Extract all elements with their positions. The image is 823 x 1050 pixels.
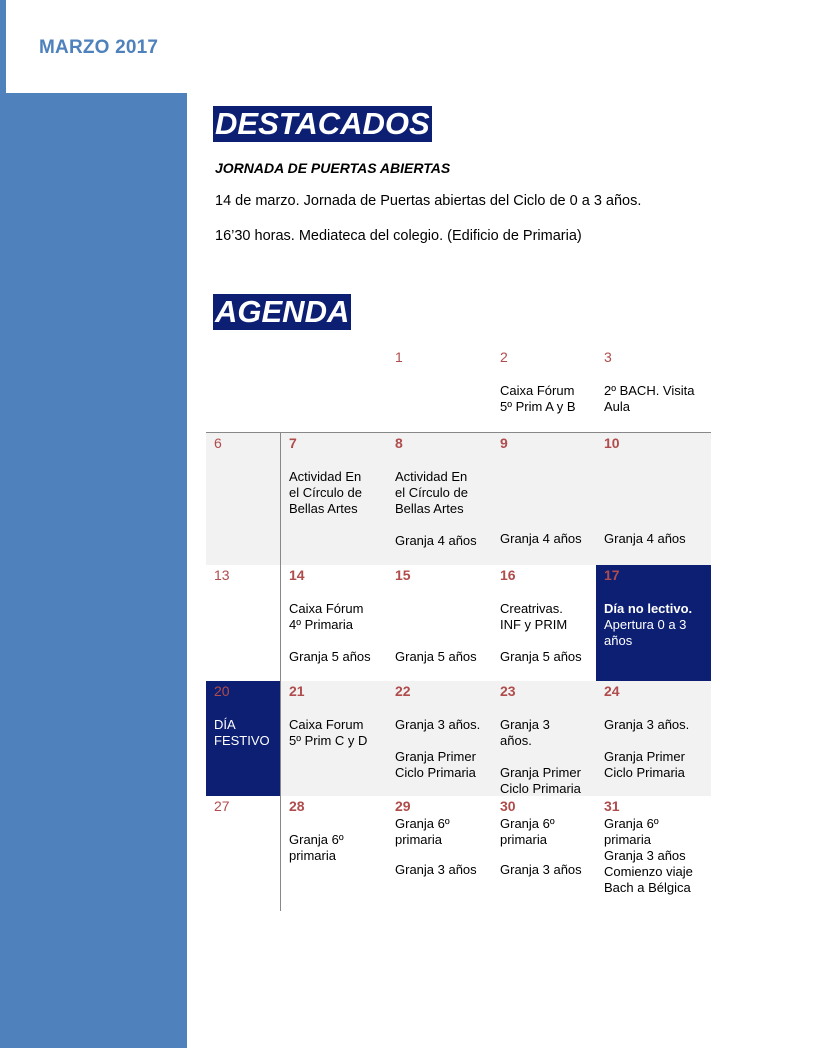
day-cell-6 [206, 433, 281, 565]
day-cell-2 [492, 347, 598, 432]
event-text: el Círculo de [289, 485, 362, 500]
day-cell-13 [206, 565, 281, 681]
event-text: 2º BACH. Visita [604, 383, 695, 398]
day-cell-21 [281, 681, 387, 796]
event-text: 4º Primaria [289, 617, 353, 632]
agenda-heading: AGENDA [215, 294, 350, 329]
day-cell-20 [206, 681, 281, 796]
event-text: FESTIVO [214, 733, 270, 748]
day-cell-10 [596, 433, 711, 565]
event-text: 5º Prim C y D [289, 733, 368, 748]
day-number: 30 [500, 798, 516, 814]
event-text: el Círculo de [395, 485, 468, 500]
day-number: 3 [604, 349, 612, 365]
event-text: Día no lectivo. [604, 601, 693, 616]
day-number: 6 [214, 435, 222, 451]
destacados-line-2: 16’30 horas. Mediateca del colegio. (Edificio de Primaria) [215, 228, 582, 244]
event-text: Granja 5 años [500, 649, 582, 664]
event-text: primaria [289, 848, 336, 863]
event-text: Granja 3 años [500, 862, 582, 877]
day-cell-9 [492, 433, 598, 565]
event-text: primaria [395, 832, 442, 847]
event-text: DÍA [214, 717, 236, 732]
day-cell-14 [281, 565, 387, 681]
event-text: Actividad En [289, 469, 362, 484]
day-cell-30 [492, 796, 598, 910]
day-number: 13 [214, 567, 230, 583]
month-title: MARZO 2017 [39, 37, 159, 58]
day-cell-3 [596, 347, 702, 432]
column-divider [280, 433, 281, 911]
event-text: Granja 4 años [395, 533, 477, 548]
event-text: Caixa Forum [289, 717, 364, 732]
day-number: 7 [289, 435, 297, 451]
event-text: años [604, 633, 633, 648]
event-text: primaria [604, 832, 651, 847]
event-text: Granja 3 [500, 717, 550, 732]
event-text: primaria [500, 832, 547, 847]
event-text: Granja 6º [289, 832, 344, 847]
event-text: Granja 3 años [395, 862, 477, 877]
event-text: Granja 3 años [604, 848, 686, 863]
day-number: 24 [604, 683, 620, 699]
day-number: 23 [500, 683, 516, 699]
destacados-line-1: 14 de marzo. Jornada de Puertas abiertas del Ciclo de 0 a 3 años. [215, 193, 642, 209]
event-text: Granja 6º [395, 816, 450, 831]
day-cell-27 [206, 796, 281, 910]
destacados-subtitle: JORNADA DE PUERTAS ABIERTAS [215, 160, 451, 176]
event-text: Bellas Artes [289, 501, 358, 516]
event-text: Aula [604, 399, 631, 414]
event-text: Granja Primer [395, 749, 476, 764]
day-number: 28 [289, 798, 305, 814]
day-cell-31 [596, 796, 711, 910]
day-number: 22 [395, 683, 411, 699]
sidebar-band [0, 0, 187, 1048]
event-text: Granja 3 años. [395, 717, 481, 732]
day-number: 14 [289, 567, 305, 583]
day-number: 15 [395, 567, 411, 583]
destacados-heading: DESTACADOS [215, 106, 430, 141]
day-cell-7 [281, 433, 387, 565]
event-text: Granja 4 años [500, 531, 582, 546]
day-cell-28 [281, 796, 387, 910]
event-text: Granja 6º [500, 816, 555, 831]
event-text: 5º Prim A y B [500, 399, 576, 414]
event-text: Bach a Bélgica [604, 880, 691, 895]
event-text: Granja 5 años [395, 649, 477, 664]
header-box [6, 0, 187, 93]
event-text: Ciclo Primaria [500, 781, 581, 796]
day-cell-23 [492, 681, 598, 796]
event-text: Caixa Fórum [289, 601, 364, 616]
day-cell-15 [387, 565, 493, 681]
event-text: INF y PRIM [500, 617, 568, 632]
day-cell-16 [492, 565, 598, 681]
day-cell-8 [387, 433, 493, 565]
event-text: Granja Primer [500, 765, 581, 780]
day-number: 20 [214, 683, 230, 699]
event-text: Creatrivas. [500, 601, 563, 616]
day-number: 1 [395, 349, 403, 365]
event-text: Granja 4 años [604, 531, 686, 546]
event-text: Granja 5 años [289, 649, 371, 664]
day-number: 17 [604, 567, 620, 583]
event-text: Comienzo viaje [604, 864, 693, 879]
event-text: Granja 3 años. [604, 717, 690, 732]
event-text: Actividad En [395, 469, 468, 484]
day-cell-24 [596, 681, 711, 796]
event-text: Caixa Fórum [500, 383, 575, 398]
day-cell-1 [387, 347, 493, 432]
day-number: 9 [500, 435, 508, 451]
event-text: Bellas Artes [395, 501, 464, 516]
event-text: Ciclo Primaria [395, 765, 476, 780]
event-text: Apertura 0 a 3 [604, 617, 687, 632]
day-number: 29 [395, 798, 411, 814]
day-cell-22 [387, 681, 493, 796]
event-text: Ciclo Primaria [604, 765, 685, 780]
event-text: Granja Primer [604, 749, 685, 764]
day-cell-17 [596, 565, 711, 681]
day-number: 8 [395, 435, 403, 451]
day-number: 21 [289, 683, 305, 699]
day-number: 10 [604, 435, 620, 451]
event-text: años. [500, 733, 532, 748]
day-number: 27 [214, 798, 230, 814]
day-cell-29 [387, 796, 493, 910]
day-number: 16 [500, 567, 516, 583]
day-number: 31 [604, 798, 620, 814]
day-number: 2 [500, 349, 508, 365]
event-text: Granja 6º [604, 816, 659, 831]
